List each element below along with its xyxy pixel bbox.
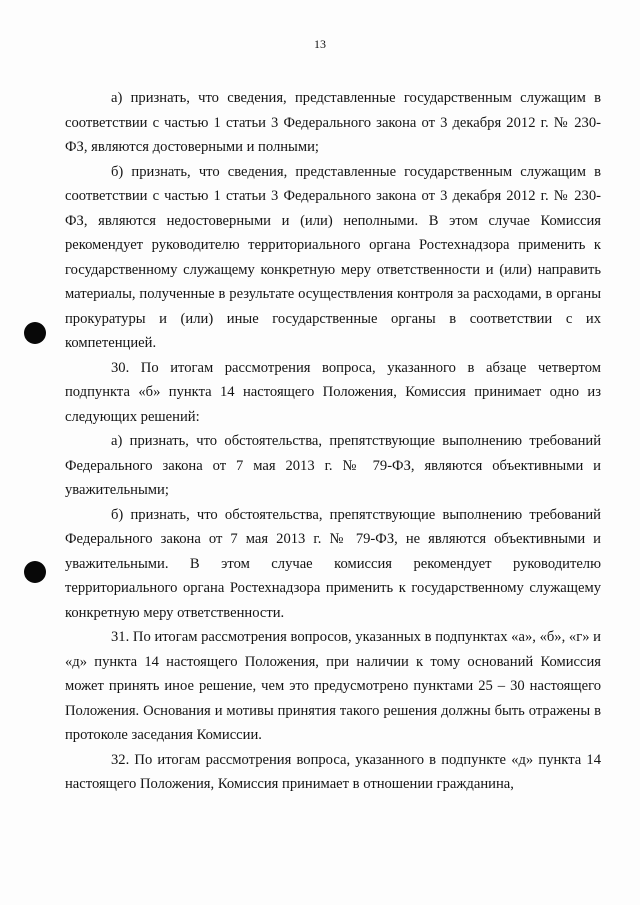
- paragraph-section-31: 31. По итогам рассмотрения вопросов, указанных в подпунктах «а», «б», «г» и «д» пункта 14 настоящего Положения, при наличии к тому оснований Комиссия может принять иное решение, чем это предусмотрено пунктами 25 – 30 настоящего Положения. Основания и мотивы принятия такого решения должны быть отражены в протоколе заседания Комиссии.: [65, 629, 601, 743]
- paragraph-item-b: б) признать, что обстоятельства, препятствующие выполнению требований Федерального закона от 7 мая 2013 г. № 79-ФЗ, не являются объективными и уважительными. В этом случае комиссия рекомендует руководителю территориального органа Ростехнадзора применить к государственному служащему конкретную меру ответственности.: [65, 506, 601, 621]
- paragraph-item-a: а) признать, что сведения, представленные государственным служащим в соответствии с частью 1 статьи 3 Федерального закона от 3 декабря 2012 г. № 230-ФЗ, являются достоверными и полными;: [65, 90, 601, 155]
- punch-hole-mark: [24, 561, 46, 583]
- paragraph-section-30: 30. По итогам рассмотрения вопроса, указанного в абзаце четвертом подпункта «б» пункта 14 настоящего Положения, Комиссия принимает одно из следующих решений:: [65, 359, 601, 425]
- paragraph-section-32: 32. По итогам рассмотрения вопроса, указанного в подпункте «д» пункта 14 настоящего Положения, Комиссия принимает в отношении гражданина,: [65, 751, 601, 792]
- document-body: [65, 86, 601, 797]
- paragraph-item-b: б) признать, что сведения, представленные государственным служащим в соответствии с частью 1 статьи 3 Федерального закона от 3 декабря 2012 г. № 230-ФЗ, являются недостоверными и (или) неполными. В этом случае Комиссия рекомендует руководителю территориального органа Ростехнадзора применить к государственному служащему конкретную меру ответственности и (или) направить материалы, полученные в результате осуществления контроля за расходами, в органы прокуратуры и (или) иные государственные органы в соответствии с их компетенцией.: [65, 163, 601, 351]
- punch-hole-mark: [24, 322, 46, 344]
- page-number: 13: [314, 37, 326, 51]
- paragraph-item-a: а) признать, что обстоятельства, препятствующие выполнению требований Федерального закона от 7 мая 2013 г. № 79-ФЗ, являются объективными и уважительными;: [65, 433, 601, 498]
